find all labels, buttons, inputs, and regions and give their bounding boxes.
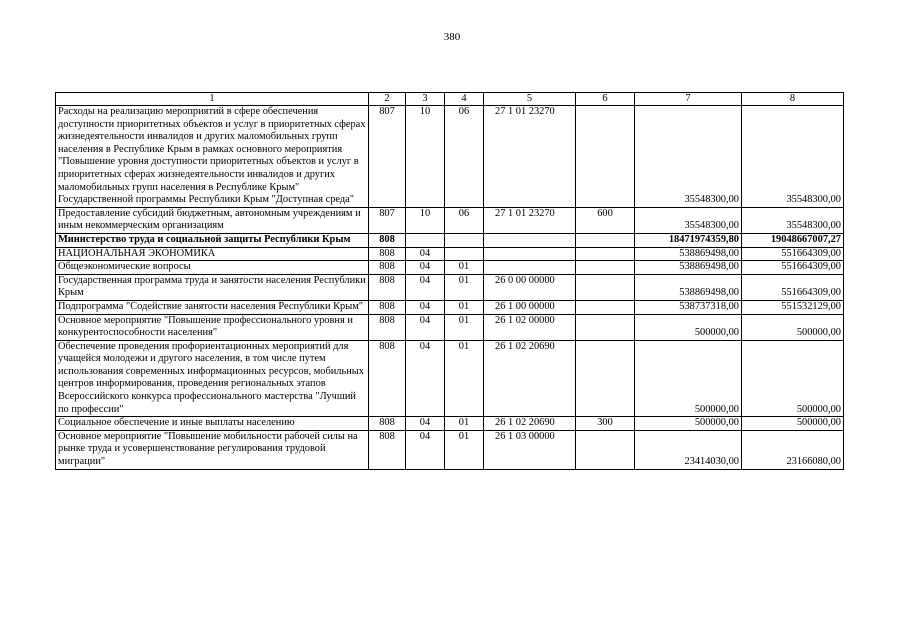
code-expense-type-cell [576, 300, 635, 314]
header-cell: 8 [742, 93, 844, 106]
code-target-cell: 27 1 01 23270 [484, 106, 576, 208]
table-row [56, 340, 844, 417]
header-cell: 1 [56, 93, 369, 106]
row-name-cell: Основное мероприятие "Повышение профессионального уровня и конкурентоспособности населения" [56, 314, 369, 340]
code-expense-type-cell [576, 340, 635, 417]
code-target-cell: 26 1 02 20690 [484, 417, 576, 431]
code-subsection-cell: 01 [445, 430, 484, 469]
code-expense-type-cell: 600 [576, 207, 635, 233]
row-name-cell: Подпрограмма "Содействие занятости населения Республики Крым" [56, 300, 369, 314]
amount-year-2-cell: 551664309,00 [742, 261, 844, 275]
amount-year-2-cell: 551664309,00 [742, 274, 844, 300]
code-ministry-cell: 807 [369, 106, 406, 208]
code-ministry-cell: 808 [369, 261, 406, 275]
code-expense-type-cell [576, 247, 635, 261]
table-row [56, 314, 844, 340]
code-target-cell: 26 1 02 00000 [484, 314, 576, 340]
code-ministry-cell: 808 [369, 314, 406, 340]
amount-year-2-cell: 551664309,00 [742, 247, 844, 261]
code-expense-type-cell [576, 106, 635, 208]
row-name-cell: Основное мероприятие "Повышение мобильности рабочей силы на рынке труда и усовершенствование регулирования трудовой миграции" [56, 430, 369, 469]
code-section-cell: 04 [406, 274, 445, 300]
row-name-cell: НАЦИОНАЛЬНАЯ ЭКОНОМИКА [56, 247, 369, 261]
row-name-cell: Общеэкономические вопросы [56, 261, 369, 275]
code-subsection-cell: 01 [445, 300, 484, 314]
code-target-cell: 26 1 03 00000 [484, 430, 576, 469]
header-cell: 3 [406, 93, 445, 106]
code-subsection-cell: 01 [445, 314, 484, 340]
amount-year-1-cell: 538869498,00 [635, 274, 742, 300]
code-subsection-cell: 01 [445, 417, 484, 431]
page-number: 380 [443, 31, 461, 43]
code-subsection-cell: 01 [445, 261, 484, 275]
table-row [56, 430, 844, 469]
amount-year-2-cell: 500000,00 [742, 340, 844, 417]
row-name-cell: Обеспечение проведения профориентационных мероприятий для учащейся молодежи и другого населения, в том числе путем использования современных информационных ресурсов, мобильных центров информирования, проведения региональных этапов Всероссийского конкурса профессионального мастерства "Лучший по профессии" [56, 340, 369, 417]
header-cell: 4 [445, 93, 484, 106]
code-ministry-cell: 808 [369, 417, 406, 431]
code-subsection-cell [445, 247, 484, 261]
table-row [56, 247, 844, 261]
header-cell: 6 [576, 93, 635, 106]
code-target-cell [484, 261, 576, 275]
code-target-cell: 27 1 01 23270 [484, 207, 576, 233]
code-target-cell: 26 1 00 00000 [484, 300, 576, 314]
code-target-cell [484, 247, 576, 261]
table-row [56, 274, 844, 300]
code-subsection-cell: 06 [445, 106, 484, 208]
amount-year-1-cell: 500000,00 [635, 314, 742, 340]
code-expense-type-cell [576, 274, 635, 300]
code-subsection-cell: 01 [445, 274, 484, 300]
amount-year-1-cell: 35548300,00 [635, 207, 742, 233]
code-ministry-cell: 808 [369, 430, 406, 469]
code-section-cell: 04 [406, 247, 445, 261]
table-row [56, 417, 844, 431]
code-target-cell: 26 0 00 00000 [484, 274, 576, 300]
code-ministry-cell: 808 [369, 340, 406, 417]
header-row [56, 93, 844, 106]
amount-year-1-cell: 538869498,00 [635, 247, 742, 261]
budget-table [55, 92, 844, 470]
code-expense-type-cell [576, 314, 635, 340]
amount-year-2-cell: 35548300,00 [742, 106, 844, 208]
header-cell: 2 [369, 93, 406, 106]
code-section-cell: 04 [406, 430, 445, 469]
table-row [56, 261, 844, 275]
amount-year-2-cell: 500000,00 [742, 314, 844, 340]
code-expense-type-cell: 300 [576, 417, 635, 431]
code-subsection-cell: 01 [445, 340, 484, 417]
table-row [56, 300, 844, 314]
code-expense-type-cell [576, 261, 635, 275]
code-section-cell: 04 [406, 261, 445, 275]
header-cell: 7 [635, 93, 742, 106]
code-section-cell: 04 [406, 300, 445, 314]
amount-year-1-cell: 538869498,00 [635, 261, 742, 275]
code-subsection-cell [445, 233, 484, 247]
amount-year-2-cell: 35548300,00 [742, 207, 844, 233]
code-section-cell: 04 [406, 314, 445, 340]
row-name-cell: Социальное обеспечение и иные выплаты населению [56, 417, 369, 431]
amount-year-2-cell: 23166080,00 [742, 430, 844, 469]
code-target-cell: 26 1 02 20690 [484, 340, 576, 417]
code-section-cell: 04 [406, 417, 445, 431]
code-expense-type-cell [576, 430, 635, 469]
code-subsection-cell: 06 [445, 207, 484, 233]
code-ministry-cell: 807 [369, 207, 406, 233]
code-ministry-cell: 808 [369, 274, 406, 300]
code-section-cell: 04 [406, 340, 445, 417]
amount-year-1-cell: 23414030,00 [635, 430, 742, 469]
amount-year-2-cell: 500000,00 [742, 417, 844, 431]
amount-year-1-cell: 538737318,00 [635, 300, 742, 314]
header-cell: 5 [484, 93, 576, 106]
table-row [56, 207, 844, 233]
code-expense-type-cell [576, 233, 635, 247]
code-section-cell: 10 [406, 207, 445, 233]
code-ministry-cell: 808 [369, 247, 406, 261]
table-row [56, 106, 844, 208]
amount-year-1-cell: 35548300,00 [635, 106, 742, 208]
code-ministry-cell: 808 [369, 300, 406, 314]
code-section-cell [406, 233, 445, 247]
code-section-cell: 10 [406, 106, 445, 208]
row-name-cell: Министерство труда и социальной защиты Республики Крым [56, 233, 369, 247]
amount-year-1-cell: 18471974359,80 [635, 233, 742, 247]
row-name-cell: Предоставление субсидий бюджетным, автономным учреждениям и иным некоммерческим организациям [56, 207, 369, 233]
amount-year-2-cell: 551532129,00 [742, 300, 844, 314]
amount-year-1-cell: 500000,00 [635, 340, 742, 417]
code-target-cell [484, 233, 576, 247]
code-ministry-cell: 808 [369, 233, 406, 247]
row-name-cell: Расходы на реализацию мероприятий в сфере обеспечения доступности приоритетных объектов и услуг в приоритетных сферах жизнедеятельности инвалидов и других маломобильных групп населения в Республике Крым в рамках основного мероприятия "Повышение уровня доступности приоритетных объектов и услуг в приоритетных сферах жизнедеятельности инвалидов и других маломобильных групп населения в Республике Крым" Государственной программы Республики Крым "Доступная среда" [56, 106, 369, 208]
amount-year-2-cell: 19048667007,27 [742, 233, 844, 247]
row-name-cell: Государственная программа труда и занятости населения Республики Крым [56, 274, 369, 300]
amount-year-1-cell: 500000,00 [635, 417, 742, 431]
table-row [56, 233, 844, 247]
